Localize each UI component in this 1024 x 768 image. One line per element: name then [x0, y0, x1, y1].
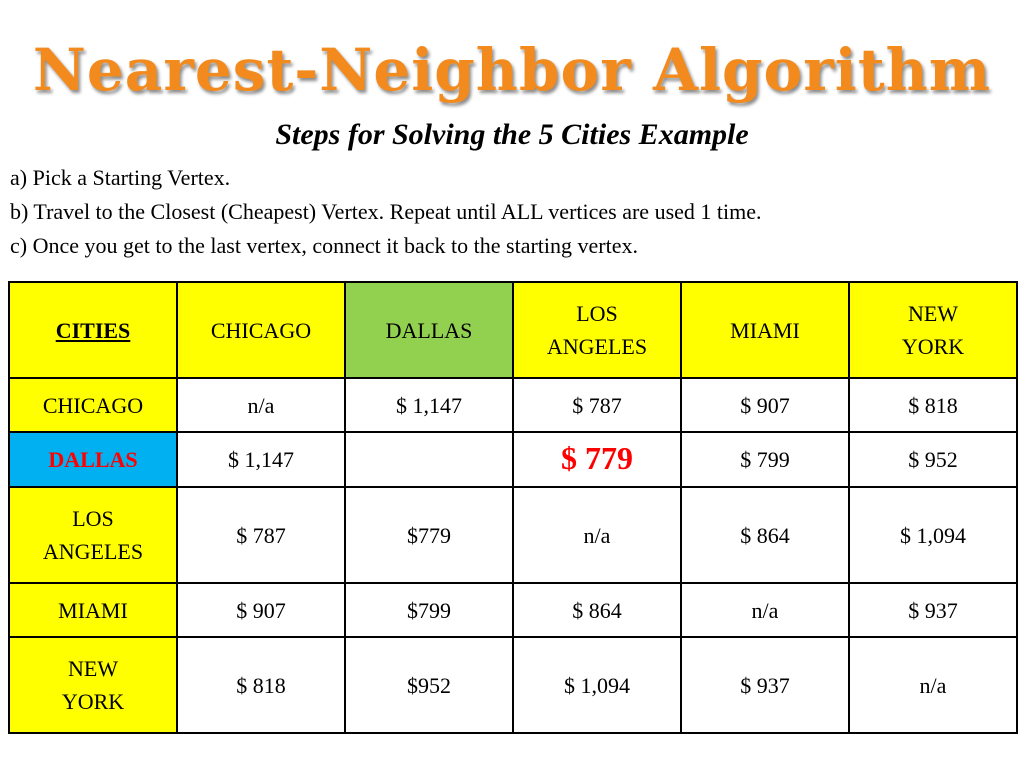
column-header-chicago: CHICAGO [177, 282, 345, 378]
row-header-miami: MIAMI [9, 583, 177, 637]
column-header-miami: MIAMI [681, 282, 849, 378]
cheapest-value: $ 779 [561, 439, 633, 476]
step-c: c) Once you get to the last vertex, connect it back to the starting vertex. [10, 233, 638, 258]
table-cell: $ 1,147 [177, 432, 345, 487]
table-header-row [9, 282, 1017, 378]
column-header-new-york: NEW YORK [849, 282, 1017, 378]
table-row-miami [9, 583, 1017, 637]
header-cities-corner [9, 282, 177, 378]
table-row-chicago [9, 378, 1017, 432]
table-cell: $799 [345, 583, 513, 637]
table-cell: n/a [849, 637, 1017, 733]
step-b: b) Travel to the Closest (Cheapest) Vertex. Repeat until ALL vertices are used 1 time. [10, 199, 762, 224]
distance-cost-table [8, 281, 1018, 734]
table-cell: $ 799 [681, 432, 849, 487]
step-a: a) Pick a Starting Vertex. [10, 165, 231, 190]
table-cell: $ 907 [177, 583, 345, 637]
table-row-los-angeles [9, 487, 1017, 583]
row-header-new-york: NEW YORK [9, 637, 177, 733]
row-header-dallas-label: DALLAS [48, 447, 138, 472]
table-cell: $ 937 [849, 583, 1017, 637]
table-cell: $ 907 [681, 378, 849, 432]
table-cell-empty [345, 432, 513, 487]
table-cell: $ 1,147 [345, 378, 513, 432]
table-cell: $ 818 [177, 637, 345, 733]
table-cell: n/a [177, 378, 345, 432]
highlighted-cheapest-cell [513, 432, 681, 487]
cities-label: CITIES [55, 317, 131, 343]
table-cell: $ 1,094 [513, 637, 681, 733]
row-header-chicago: CHICAGO [9, 378, 177, 432]
table-cell: n/a [513, 487, 681, 583]
table-cell: $ 1,094 [849, 487, 1017, 583]
steps-list [10, 161, 1020, 263]
table-cell: $ 864 [513, 583, 681, 637]
table-cell: $ 787 [177, 487, 345, 583]
table-cell: $ 818 [849, 378, 1017, 432]
table-row-new-york [9, 637, 1017, 733]
column-header-los-angeles: LOS ANGELES [513, 282, 681, 378]
table-cell: $779 [345, 487, 513, 583]
table-cell: $ 952 [849, 432, 1017, 487]
table-cell: $ 937 [681, 637, 849, 733]
column-header-dallas: DALLAS [345, 282, 513, 378]
slide-subtitle: Steps for Solving the 5 Cities Example [275, 118, 749, 151]
table-row-dallas [9, 432, 1017, 487]
table-cell: $ 787 [513, 378, 681, 432]
row-header-los-angeles: LOS ANGELES [9, 487, 177, 583]
slide-title: Nearest-Neighbor Algorithm [32, 36, 992, 104]
table-cell: $ 864 [681, 487, 849, 583]
row-header-dallas [9, 432, 177, 487]
table-cell: $952 [345, 637, 513, 733]
table-cell: n/a [681, 583, 849, 637]
